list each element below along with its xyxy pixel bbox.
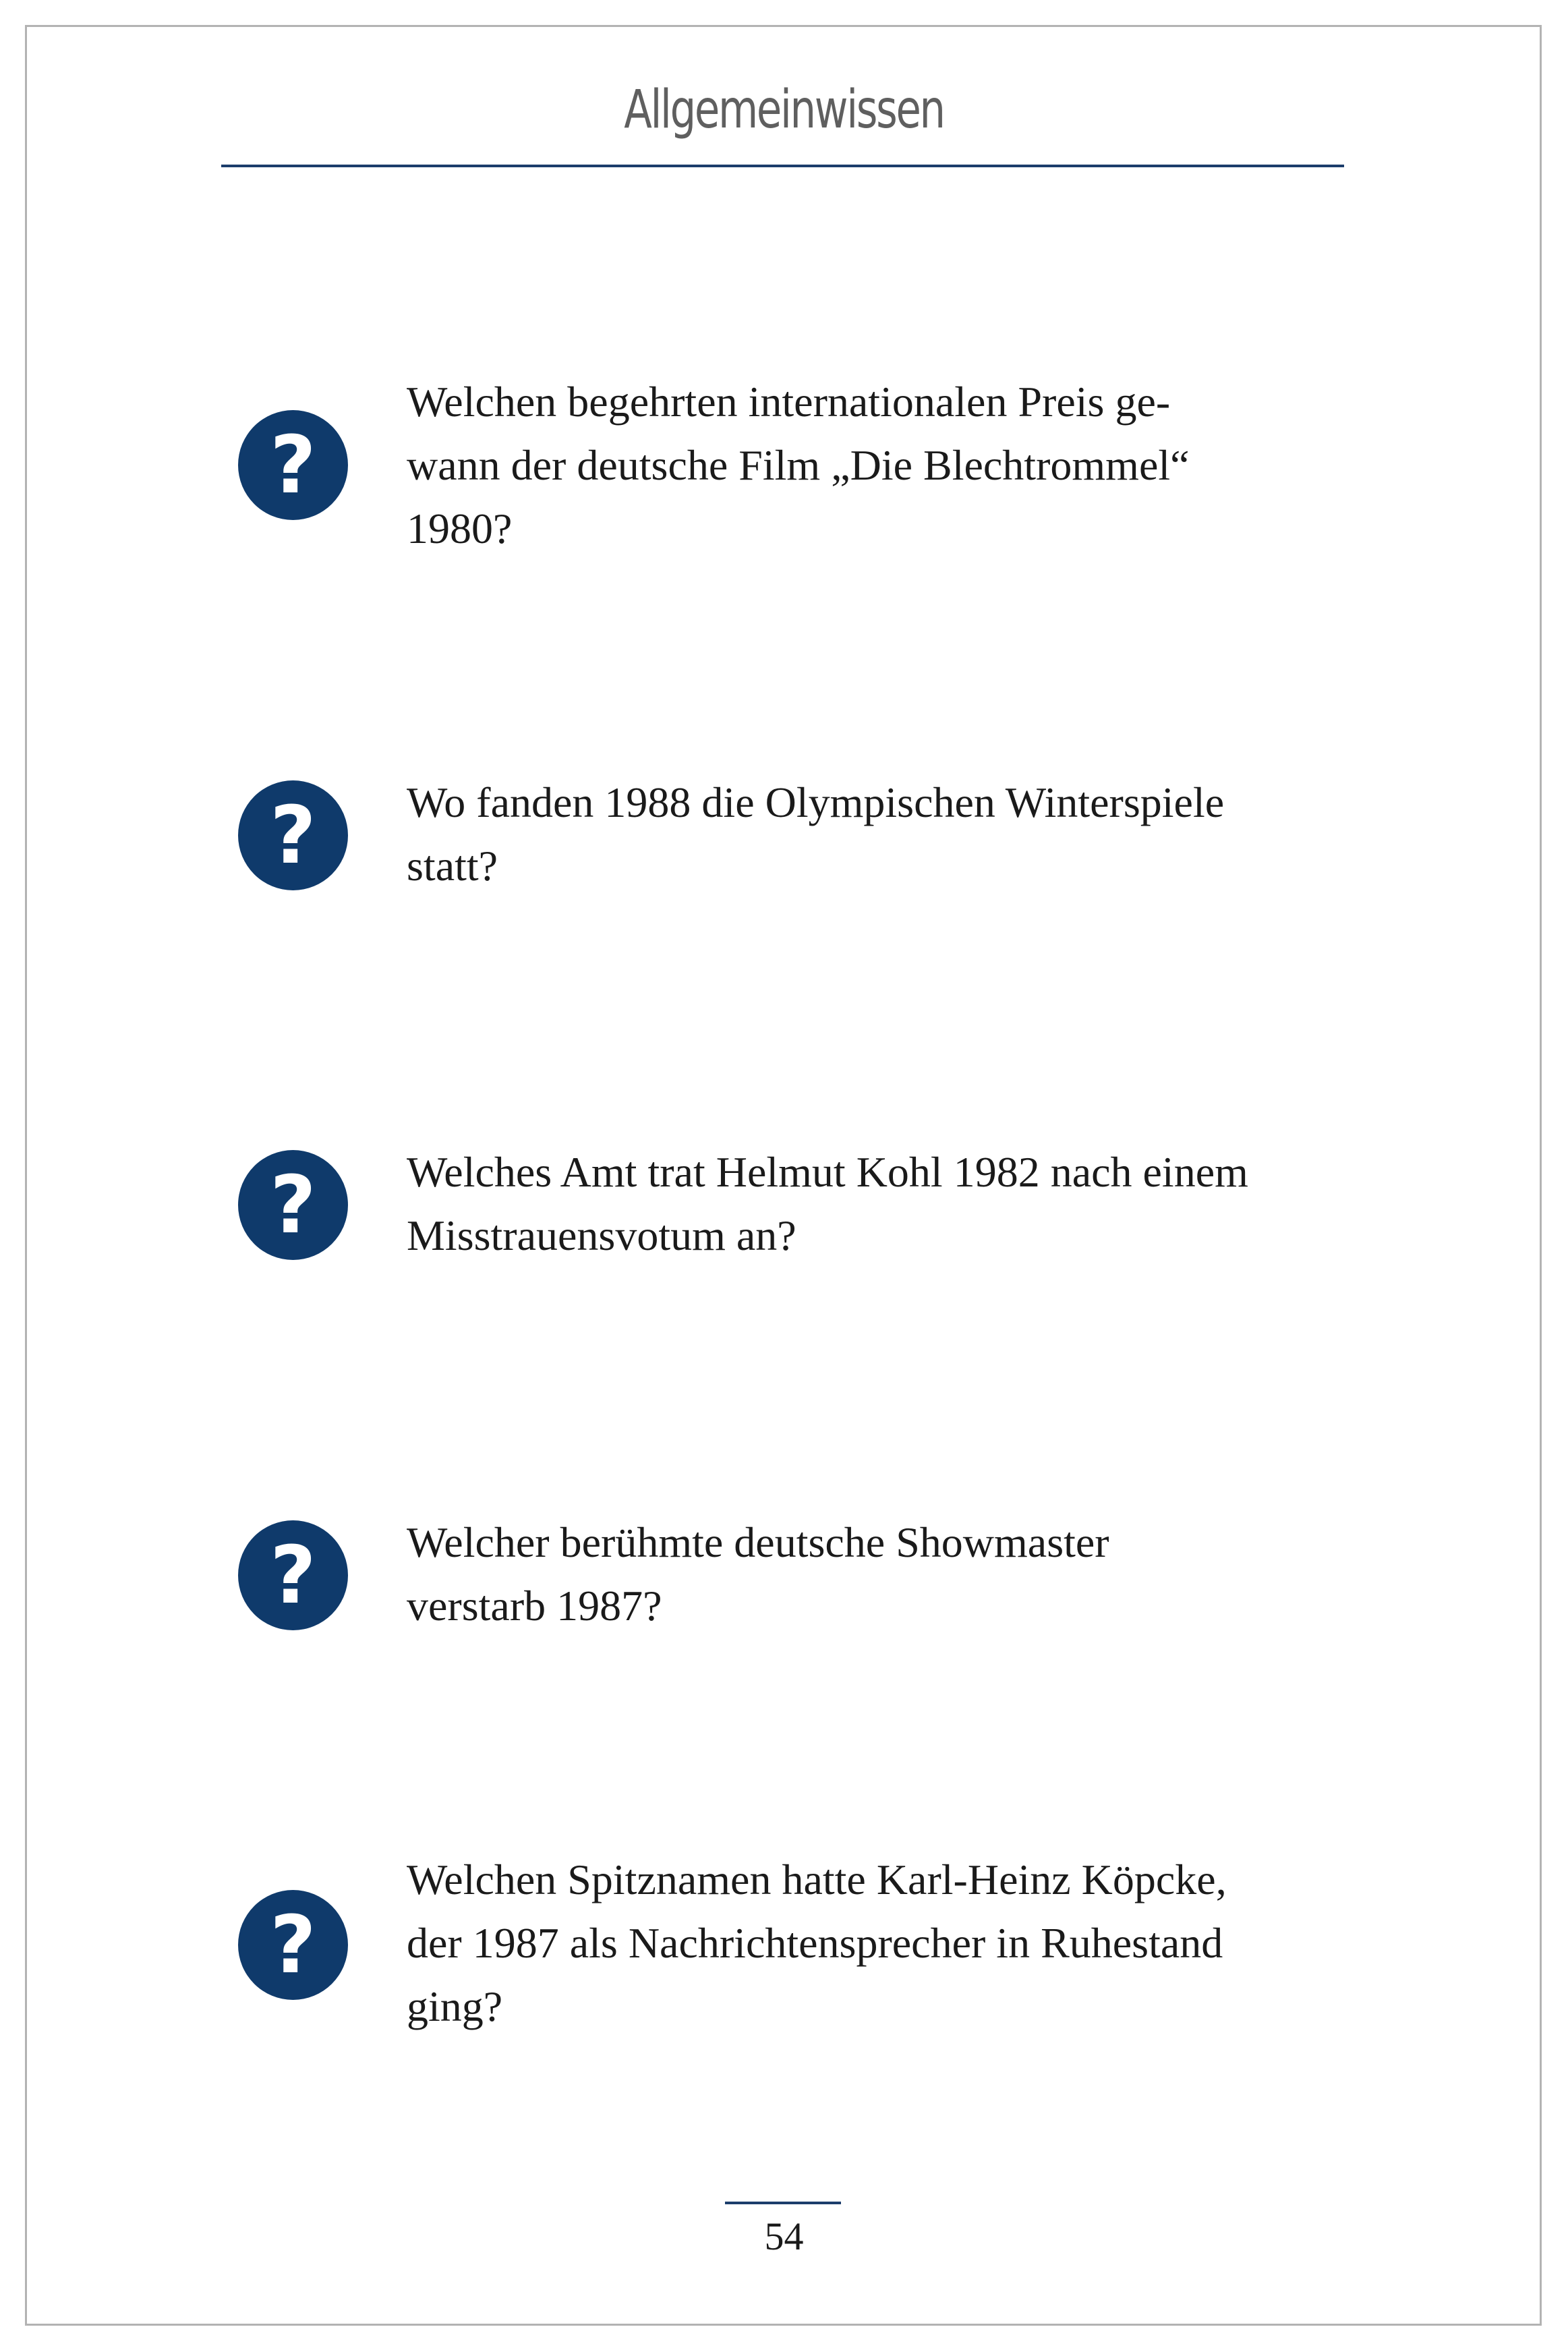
footer-divider [725,2202,841,2204]
question-text: Welcher berühmte deutsche Showmaster verstarb 1987? [407,1518,1109,1630]
question-mark-icon: ? [238,780,348,890]
question-mark-icon: ? [238,1890,348,2000]
question-mark-icon: ? [238,1520,348,1630]
question-text: Welchen Spitznamen hatte Karl-Heinz Köpcke, der 1987 als Nachrichtensprecher in Ruhestand ging? [407,1856,1227,2030]
page-title: Allgemeinwissen [624,80,944,140]
question-mark-icon: ? [238,1150,348,1260]
question-mark-icon: ? [238,410,348,520]
header-divider [221,165,1344,167]
question-text: Wo fanden 1988 die Olympischen Winterspiele statt? [407,778,1225,890]
question-text: Welchen begehrten internationalen Preis ge- wann der deutsche Film „Die Blechtrommel“ 1980? [407,378,1190,552]
question-text: Welches Amt trat Helmut Kohl 1982 nach einem Misstrauensvotum an? [407,1148,1248,1259]
page-number: 54 [764,2214,804,2258]
